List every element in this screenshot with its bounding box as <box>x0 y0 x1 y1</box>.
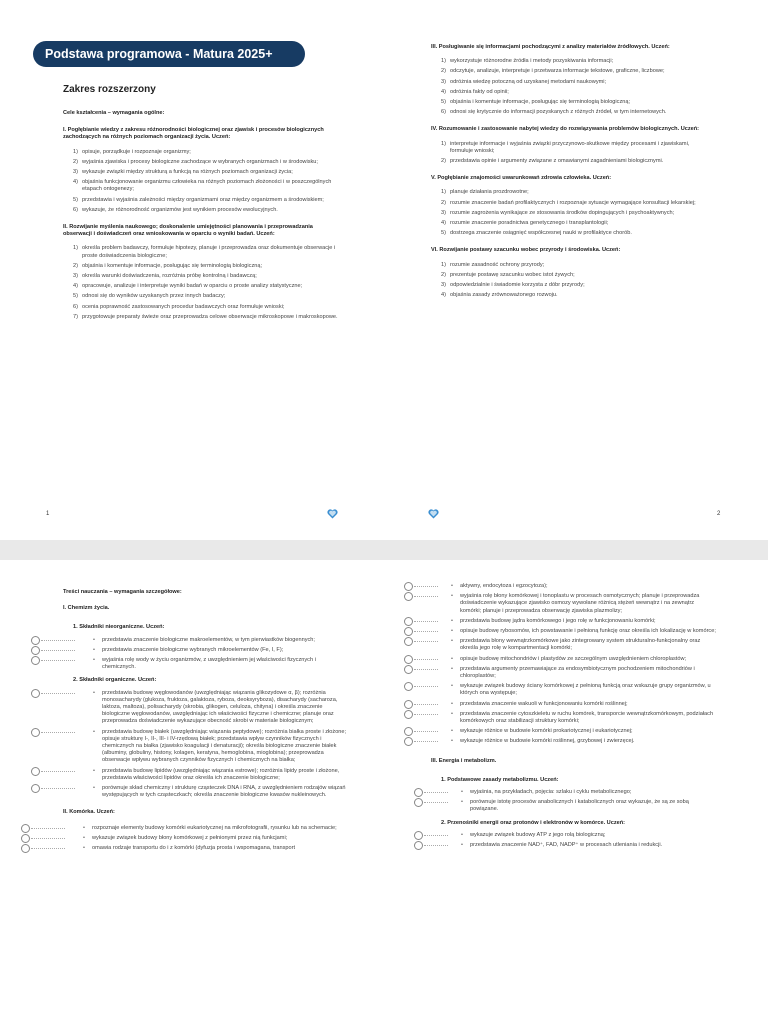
goal-item <box>441 189 711 196</box>
goal-list <box>63 245 343 321</box>
checkbox-circle[interactable] <box>414 841 423 850</box>
section-title: Treści nauczania – wymagania szczegółowe: <box>63 589 182 595</box>
checkbox-circle[interactable] <box>404 582 413 591</box>
checkbox-circle[interactable] <box>404 592 413 601</box>
heart-logo-icon <box>428 509 439 519</box>
goal-item <box>441 141 711 155</box>
goal-list <box>431 141 711 166</box>
subsection-title: 2. Przenośniki energii oraz protonów i elektronów w komórce. Uczeń: <box>441 819 626 826</box>
item-number: 3) <box>73 169 78 176</box>
chapter-title: II. Komórka. Uczeń: <box>63 809 115 816</box>
requirement-item <box>451 618 716 625</box>
goal-item-text: odczytuje, analizuje, interpretuje i przetwarza informacje tekstowe, graficzne, liczbowe; <box>450 68 665 75</box>
requirement-text: przedstawia budowę białek (uwzględniając wiązania peptydowe); rozróżnia białka proste i złożone; opisuje strukturę I-, II-, III- i IV-rzędową białek; przedstawia wpływ czynników fizycznych i chemicznych na białka (zjawisko koagulacji i denaturacji); określa biologiczne znaczenie białek (albuminy, globuliny, histony, kolagen, keratyna, hemoglobina, mioglobina); przeprowadza obserwacje wpływu wybranych czynników fizycznych i chemicznych na białka; <box>102 728 347 764</box>
requirement-item <box>451 656 716 663</box>
goal-item <box>441 109 711 116</box>
goal-item <box>441 272 711 279</box>
checkbox-circle[interactable] <box>404 710 413 719</box>
requirement-text: wykazuje różnice w budowie komórki prokariotycznej i eukariotycznej; <box>460 728 633 735</box>
requirement-item <box>93 729 348 765</box>
requirement-item <box>93 657 348 671</box>
checkbox-circle[interactable] <box>31 689 40 698</box>
checkbox-circle[interactable] <box>404 627 413 636</box>
goal-item <box>73 245 343 259</box>
checkbox-circle[interactable] <box>404 727 413 736</box>
subsection <box>431 820 716 850</box>
item-number: 6) <box>73 303 78 310</box>
goal-item-text: objaśnia funkcjonowanie organizmu człowieka na różnych poziomach złożoności i w poszczególnych etapach ontogenezy; <box>82 179 332 193</box>
goal-section <box>431 175 711 237</box>
item-number: 4) <box>73 283 78 290</box>
goal-item <box>441 230 711 237</box>
subsection <box>63 677 348 799</box>
goal-item <box>73 149 343 156</box>
item-number: 1) <box>73 148 78 155</box>
requirement-text: rozpoznaje elementy budowy komórki eukariotycznej na mikrofotografii, rysunku lub na schemacie; <box>92 824 337 831</box>
requirement-text: aktywny, endocytoza i egzocytoza); <box>460 583 548 589</box>
requirement-text: wyjaśnia, na przykładach, pojęcia: szlaku i cyklu metabolicznego; <box>470 789 632 796</box>
item-number: 1) <box>441 189 446 196</box>
item-number: 3) <box>73 273 78 280</box>
goal-item-text: rozumie zagrożenia wynikające ze stosowania środków dopingujących i psychoaktywnych; <box>450 209 675 216</box>
subsections <box>431 777 716 849</box>
goal-item-text: odpowiedzialnie i świadomie korzysta z dóbr przyrody; <box>450 282 585 289</box>
item-number: 4) <box>73 179 78 186</box>
goal-item-text: rozumie znaczenie poradnictwa genetycznego i transplantologii; <box>450 220 609 227</box>
requirement-item <box>451 701 716 708</box>
item-number: 2) <box>441 68 446 75</box>
requirement-item <box>93 637 348 644</box>
goal-item <box>441 89 711 96</box>
goal-item <box>441 220 711 227</box>
chapter-title: III. Energia i metabolizm. <box>431 757 497 764</box>
goal-item <box>441 99 711 106</box>
requirement-text: przedstawia budowę jądra komórkowego i jego rolę w funkcjonowaniu komórki; <box>460 617 656 624</box>
goal-item <box>73 273 343 280</box>
goal-item-text: objaśnia zasady zrównoważonego rozwoju. <box>450 292 558 299</box>
requirement-text: omawia rodzaje transportu do i z komórki (dyfuzja prosta i wspomagana, transport <box>92 845 296 852</box>
checkbox-circle[interactable] <box>21 834 30 843</box>
requirement-text: wyjaśnia rolę wody w życiu organizmów, z uwzględnieniem jej właściwości fizycznych i chemicznych. <box>102 657 316 671</box>
item-number: 2) <box>441 199 446 206</box>
checkbox-circle[interactable] <box>31 646 40 655</box>
goal-section <box>63 127 343 214</box>
item-number: 2) <box>73 158 78 165</box>
checkbox-circle[interactable] <box>414 798 423 807</box>
item-number: 1) <box>73 245 78 252</box>
goal-item <box>73 179 343 193</box>
goal-item-text: wyjaśnia zjawiska i procesy biologiczne zachodzące w wybranych organizmach i w środowisku; <box>82 158 318 165</box>
goal-item-text: planuje działania prozdrowotne; <box>450 189 529 196</box>
subsection-items <box>441 789 716 814</box>
goal-section <box>431 247 711 299</box>
checkbox-circle[interactable] <box>31 784 40 793</box>
requirement-text: wykazuje różnice w budowie komórki roślinnej, grzybowej i zwierzęcej. <box>460 738 635 745</box>
document-banner: Podstawa programowa - Matura 2025+ <box>33 41 305 67</box>
chapter-2-items <box>63 825 348 853</box>
checkbox-circle[interactable] <box>404 655 413 664</box>
requirement-item <box>83 845 348 852</box>
page-3 <box>0 560 384 1024</box>
requirement-item <box>451 738 716 745</box>
item-number: 5) <box>441 99 446 106</box>
goal-item-text: wykorzystuje różnorodne źródła i metody pozyskiwania informacji; <box>450 58 614 65</box>
requirement-item <box>451 711 716 725</box>
page-number: 2 <box>717 511 721 517</box>
requirement-item <box>93 647 348 654</box>
item-number: 2) <box>441 158 446 165</box>
requirement-text: przedstawia argumenty przemawiające za endosymbiotycznym pochodzeniem mitochondriów i chloroplastów; <box>460 665 695 680</box>
goal-section-title: IV. Rozumowanie i zastosowanie nabytej wiedzy do rozwiązywania problemów biologicznych. Uczeń: <box>431 126 700 133</box>
item-number: 2) <box>73 262 78 269</box>
heart-logo-icon <box>327 509 338 519</box>
item-number: 7) <box>73 313 78 320</box>
continued-items <box>431 583 716 746</box>
goal-item-text: przedstawia i wyjaśnia zależności między organizmami oraz między organizmem a środowiskiem; <box>82 196 324 203</box>
goal-item <box>441 292 711 299</box>
item-number: 6) <box>73 206 78 213</box>
goal-item-text: odróżnia fakty od opinii; <box>450 88 509 95</box>
page-4-content <box>431 583 716 855</box>
page-1-content <box>63 110 343 331</box>
requirement-item <box>451 728 716 735</box>
item-number: 1) <box>441 58 446 65</box>
checkbox-circle[interactable] <box>404 682 413 691</box>
checkbox-circle[interactable] <box>404 637 413 646</box>
checkbox-circle[interactable] <box>21 824 30 833</box>
goal-item-text: wykazuje, że różnorodność organizmów jest wynikiem procesów ewolucyjnych. <box>82 206 278 213</box>
checkbox-circle[interactable] <box>31 728 40 737</box>
item-number: 2) <box>441 271 446 278</box>
goal-item <box>73 159 343 166</box>
page-number: 1 <box>46 511 50 517</box>
requirement-text: przedstawia znaczenie cytoszkieletu w ruchu komórek, transporcie wewnątrzkomórkowym, podziałach komórkowych oraz stabilizacji struktury komórki; <box>460 710 714 725</box>
goal-item-text: odnosi się krytycznie do informacji pozyskanych z różnych źródeł, w tym internetowych. <box>450 109 667 116</box>
goals-sections <box>63 127 343 321</box>
requirement-item <box>451 638 716 652</box>
requirement-text: wyjaśnia rolę błony komórkowej i tonoplastu w procesach osmotycznych; planuje i przeprowadza doświadczenie wykazujące zjawisko osmozy wywołane różnicą stężeń wewnątrz i na zewnątrz komórki; planuje i przeprowadza obserwację zjawiska plazmolizy; <box>460 593 700 614</box>
checkbox-circle[interactable] <box>404 737 413 746</box>
checkbox-circle[interactable] <box>404 700 413 709</box>
requirement-item <box>451 628 716 635</box>
goal-item-text: wykazuje związki między strukturą a funkcją na różnych poziomach organizacji życia; <box>82 169 293 176</box>
page-4 <box>384 560 768 1024</box>
item-number: 4) <box>441 220 446 227</box>
item-number: 6) <box>441 109 446 116</box>
requirement-item <box>93 768 348 782</box>
page-2-content <box>431 44 711 309</box>
checkbox-circle[interactable] <box>31 767 40 776</box>
goal-section-title: II. Rozwijanie myślenia naukowego; doskonalenie umiejętności planowania i przeprowadzania obserwacji i doświadczeń oraz wnioskowania w oparciu o wyniki badań. Uczeń: <box>63 224 313 238</box>
requirement-item <box>93 785 348 799</box>
section-title: Cele kształcenia – wymagania ogólne: <box>63 110 165 116</box>
goal-item <box>73 293 343 300</box>
requirement-text: przedstawia budowę lipidów (uwzględniając wiązania estrowe); rozróżnia lipidy proste i złożone, przedstawia właściwości lipidów oraz określa ich znaczenie biologiczne; <box>102 767 340 781</box>
requirement-text: wykazuje związek budowy błony komórkowej z pełnionymi przez nią funkcjami; <box>92 834 288 841</box>
page-1 <box>0 0 384 540</box>
requirement-item <box>461 842 716 849</box>
goal-list <box>431 189 711 237</box>
requirement-item <box>451 666 716 680</box>
goal-section-title: I. Pogłębianie wiedzy z zakresu różnorodności biologicznej oraz zjawisk i procesów biologicznych zachodzących na różnych poziomach organizacji życia. Uczeń: <box>63 127 324 141</box>
item-number: 1) <box>441 140 446 147</box>
goal-item <box>73 197 343 204</box>
item-number: 4) <box>441 292 446 299</box>
goal-item-text: opracowuje, analizuje i interpretuje wyniki badań w oparciu o proste analizy statystyczne; <box>82 283 303 290</box>
goal-item-text: interpretuje informacje i wyjaśnia związki przyczynowo-skutkowe między procesami i zjawiskami, formułuje wnioski; <box>450 140 690 154</box>
subsection-title: 1. Podstawowe zasady metabolizmu. Uczeń: <box>441 776 559 783</box>
goals-sections <box>431 44 711 299</box>
scope-title: Zakres rozszerzony <box>63 84 156 95</box>
checkbox-circle[interactable] <box>414 788 423 797</box>
requirement-item <box>451 583 716 590</box>
requirement-item <box>461 832 716 839</box>
requirement-item <box>451 683 716 697</box>
requirement-text: przedstawia budowę węglowodanów (uwzględniając wiązania glikozydowe α, β); rozróżnia monosacharydy (glukoza, fruktoza, galaktoza, ryboza, deoksyryboza), disacharydy (sacharoza, laktoza, maltoza), polisacharydy (skrobia, glikogen, celuloza, chityna) i określa znaczenie biologiczne węglowodanów, uwzględniając ich właściwości fizyczne i chemiczne; planuje oraz przeprowadza doświadczenie wykazujące obecność skrobi w materiale biologicznym; <box>102 689 338 725</box>
goal-item <box>441 58 711 65</box>
goal-item-text: odróżnia wiedzę potoczną od uzyskanej metodami naukowymi; <box>450 78 607 85</box>
item-number: 3) <box>441 282 446 289</box>
goal-item-text: rozumie zasadność ochrony przyrody; <box>450 261 545 268</box>
goal-item-text: przedstawia opinie i argumenty związane z omawianymi zagadnieniami biologicznymi. <box>450 158 664 165</box>
requirement-text: przedstawia znaczenie NAD⁺, FAD, NADP⁺ w procesach utleniania i redukcji. <box>470 842 663 849</box>
item-number: 3) <box>441 209 446 216</box>
goal-item-text: określa warunki doświadczenia, rozróżnia próbę kontrolną i badawczą; <box>82 273 257 280</box>
goal-item <box>441 210 711 217</box>
requirement-text: przedstawia błony wewnątrzkomórkowe jako zintegrowany system strukturalno-funkcjonalny oraz określa jego rolę w kompartmentacji komórki; <box>460 638 701 652</box>
goal-item-text: opisuje, porządkuje i rozpoznaje organizmy; <box>82 148 191 155</box>
page-3-content <box>63 589 348 855</box>
subsection-title: 1. Składniki nieorganiczne. Uczeń: <box>73 624 165 631</box>
requirement-item <box>461 789 716 796</box>
goal-item <box>441 200 711 207</box>
checkbox-circle[interactable] <box>414 831 423 840</box>
requirement-text: wykazuje związek budowy ATP z jego rolą biologiczną; <box>470 831 606 838</box>
goal-item-text: prezentuje postawę szacunku wobec istot żywych; <box>450 271 575 278</box>
goal-item <box>73 169 343 176</box>
requirement-item <box>83 825 348 832</box>
requirement-text: opisuje budowę mitochondriów i plastydów ze szczególnym uwzględnieniem chloroplastów; <box>460 655 687 662</box>
goal-section <box>431 44 711 116</box>
requirement-text: przedstawia znaczenie biologiczne wybranych mikroelementów (Fe, I, F); <box>102 646 284 653</box>
requirement-text: przedstawia znaczenie wakuoli w funkcjonowaniu komórki roślinnej; <box>460 700 628 707</box>
subsection-items <box>441 832 716 849</box>
goal-item-text: dostrzega znaczenie osiągnięć współczesnej nauki w profilaktyce chorób. <box>450 230 632 237</box>
requirement-item <box>93 690 348 726</box>
subsection-items <box>73 690 348 800</box>
checkbox-circle[interactable] <box>404 617 413 626</box>
goal-item <box>73 304 343 311</box>
goal-item <box>441 79 711 86</box>
goal-section <box>431 126 711 165</box>
requirement-item <box>461 799 716 813</box>
subsection-title: 2. Składniki organiczne. Uczeń: <box>73 677 157 684</box>
requirement-item <box>83 835 348 842</box>
page-2 <box>384 0 768 540</box>
goal-item <box>441 68 711 75</box>
subsection <box>63 624 348 671</box>
checkbox-circle[interactable] <box>31 656 40 665</box>
item-number: 5) <box>73 196 78 203</box>
goal-list <box>431 58 711 116</box>
chapter-title: I. Chemizm życia. <box>63 605 110 612</box>
goal-item <box>73 283 343 290</box>
checkbox-circle[interactable] <box>31 636 40 645</box>
goal-section-title: III. Posługiwanie się informacjami pochodzącymi z analizy materiałów źródłowych. Uczeń: <box>431 44 670 50</box>
goal-item-text: odnosi się do wyników uzyskanych przez innych badaczy; <box>82 293 226 300</box>
item-number: 4) <box>441 88 446 95</box>
item-number: 3) <box>441 78 446 85</box>
goal-item <box>73 314 343 321</box>
requirement-text: porównuje skład chemiczny i strukturę cząsteczek DNA i RNA, z uwzględnieniem rodzajów wiązań występujących w tych cząsteczkach; określa znaczenie biologiczne kwasów nukleinowych. <box>102 785 346 799</box>
requirement-text: przedstawia znaczenie biologiczne makroelementów, w tym pierwiastków biogennych; <box>102 636 315 643</box>
goal-item-text: objaśnia i komentuje informacje, posługując się terminologią biologiczną; <box>450 99 631 106</box>
goal-section-title: V. Pogłębianie znajomości uwarunkowań zdrowia człowieka. Uczeń: <box>431 175 612 182</box>
goal-item <box>73 207 343 214</box>
goal-section-title: VI. Rozwijanie postawy szacunku wobec przyrody i środowiska. Uczeń: <box>431 247 621 254</box>
subsection <box>431 777 716 814</box>
checkbox-circle[interactable] <box>21 844 30 853</box>
goal-item <box>441 262 711 269</box>
goal-item-text: rozumie znaczenie badań profilaktycznych i rozpoznaje sytuacje wymagające konsultacji lekarskiej; <box>450 199 696 206</box>
goal-list <box>431 262 711 300</box>
item-number: 5) <box>441 230 446 237</box>
goal-item <box>73 263 343 270</box>
goal-list <box>63 149 343 214</box>
goal-item-text: ocenia poprawność zastosowanych procedur badawczych oraz formułuje wnioski; <box>82 303 285 310</box>
goal-item-text: przygotowuje preparaty świeże oraz przeprowadza celowe obserwacje mikroskopowe i makroskopowe. <box>82 313 338 320</box>
requirement-item <box>451 593 716 615</box>
item-number: 5) <box>73 293 78 300</box>
goal-section <box>63 224 343 321</box>
requirement-text: opisuje budowę rybosomów, ich powstawanie i pełnioną funkcję oraz określa ich lokalizację w komórce; <box>460 628 716 635</box>
goal-item-text: określa problem badawczy, formułuje hipotezy, planuje i przeprowadza oraz dokumentuje obserwacje i proste doświadczenia biologiczne; <box>82 245 336 259</box>
checkbox-circle[interactable] <box>404 665 413 674</box>
goal-item-text: objaśnia i komentuje informacje, posługując się terminologią biologiczną; <box>82 262 263 269</box>
goal-item <box>441 158 711 165</box>
subsections <box>63 624 348 799</box>
requirement-text: wykazuje związek budowy ściany komórkowej z pełnioną funkcją oraz wskazuje grupy organizmów, u których ona występuje; <box>460 683 711 697</box>
item-number: 1) <box>441 261 446 268</box>
goal-item <box>441 282 711 289</box>
requirement-text: porównuje istotę procesów anabolicznych i katabolicznych oraz wykazuje, że są ze sobą powiązane. <box>470 799 689 813</box>
subsection-items <box>73 637 348 672</box>
